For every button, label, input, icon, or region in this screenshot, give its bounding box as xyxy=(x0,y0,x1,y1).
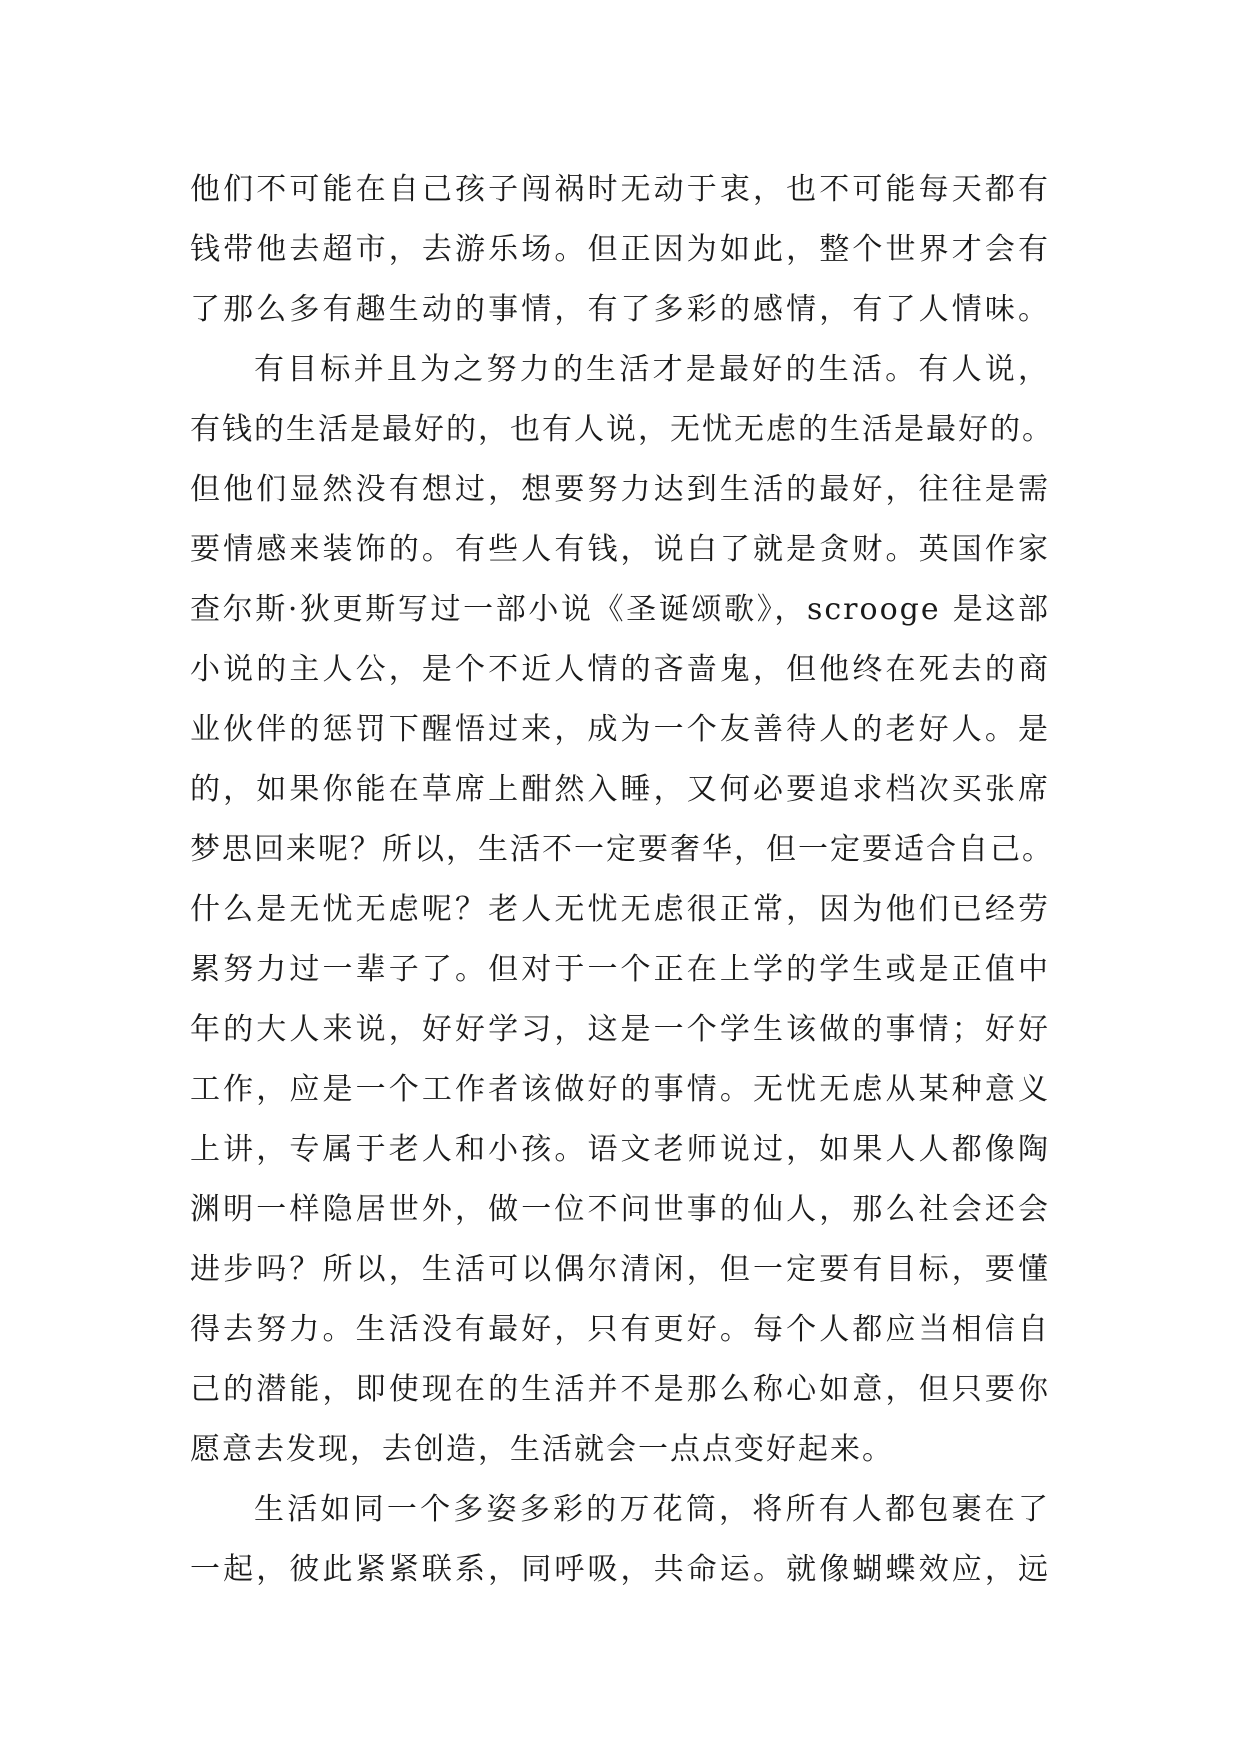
text-line: 进步吗？所以，生活可以偶尔清闲，但一定要有目标，要懂 xyxy=(190,1252,1050,1287)
text-line: 要情感来装饰的。有些人有钱，说白了就是贪财。英国作家 xyxy=(190,532,1050,567)
paragraph-start-line: 有目标并且为之努力的生活才是最好的生活。有人说， xyxy=(254,352,1050,387)
text-line: 上讲，专属于老人和小孩。语文老师说过，如果人人都像陶 xyxy=(190,1132,1050,1167)
text-line: 什么是无忧无虑呢？老人无忧无虑很正常，因为他们已经劳 xyxy=(190,892,1050,927)
text-line: 了那么多有趣生动的事情，有了多彩的感情，有了人情味。 xyxy=(190,292,1050,327)
text-line: 年的大人来说，好好学习，这是一个学生该做的事情；好好 xyxy=(190,1012,1050,1047)
text-line: 己的潜能，即使现在的生活并不是那么称心如意，但只要你 xyxy=(190,1372,1050,1407)
text-line: 但他们显然没有想过，想要努力达到生活的最好，往往是需 xyxy=(190,472,1050,507)
body-text xyxy=(190,160,1054,1600)
text-line: 小说的主人公，是个不近人情的吝啬鬼，但他终在死去的商 xyxy=(190,652,1050,687)
paragraph-end-line: 愿意去发现，去创造，生活就会一点点变好起来。 xyxy=(190,1432,894,1467)
text-line: 有钱的生活是最好的，也有人说，无忧无虑的生活是最好的。 xyxy=(190,412,1054,447)
text-line: 他们不可能在自己孩子闯祸时无动于衷，也不可能每天都有 xyxy=(190,172,1050,207)
text-line: 工作，应是一个工作者该做好的事情。无忧无虑从某种意义 xyxy=(190,1072,1050,1107)
text-line: 累努力过一辈子了。但对于一个正在上学的学生或是正值中 xyxy=(190,952,1050,987)
text-line: 业伙伴的惩罚下醒悟过来，成为一个友善待人的老好人。是 xyxy=(190,712,1050,747)
text-line: 得去努力。生活没有最好，只有更好。每个人都应当相信自 xyxy=(190,1312,1050,1347)
text-line: 钱带他去超市，去游乐场。但正因为如此，整个世界才会有 xyxy=(190,232,1050,267)
text-line: 梦思回来呢？所以，生活不一定要奢华，但一定要适合自己。 xyxy=(190,832,1054,867)
text-line: 查尔斯·狄更斯写过一部小说《圣诞颂歌》，scrooge 是这部 xyxy=(190,592,1050,627)
text-line: 渊明一样隐居世外，做一位不问世事的仙人，那么社会还会 xyxy=(190,1192,1050,1227)
paragraph-start-line: 生活如同一个多姿多彩的万花筒，将所有人都包裹在了 xyxy=(254,1492,1050,1527)
text-line: 的，如果你能在草席上酣然入睡，又何必要追求档次买张席 xyxy=(190,772,1050,807)
text-line: 一起，彼此紧紧联系，同呼吸，共命运。就像蝴蝶效应，远 xyxy=(190,1552,1050,1587)
